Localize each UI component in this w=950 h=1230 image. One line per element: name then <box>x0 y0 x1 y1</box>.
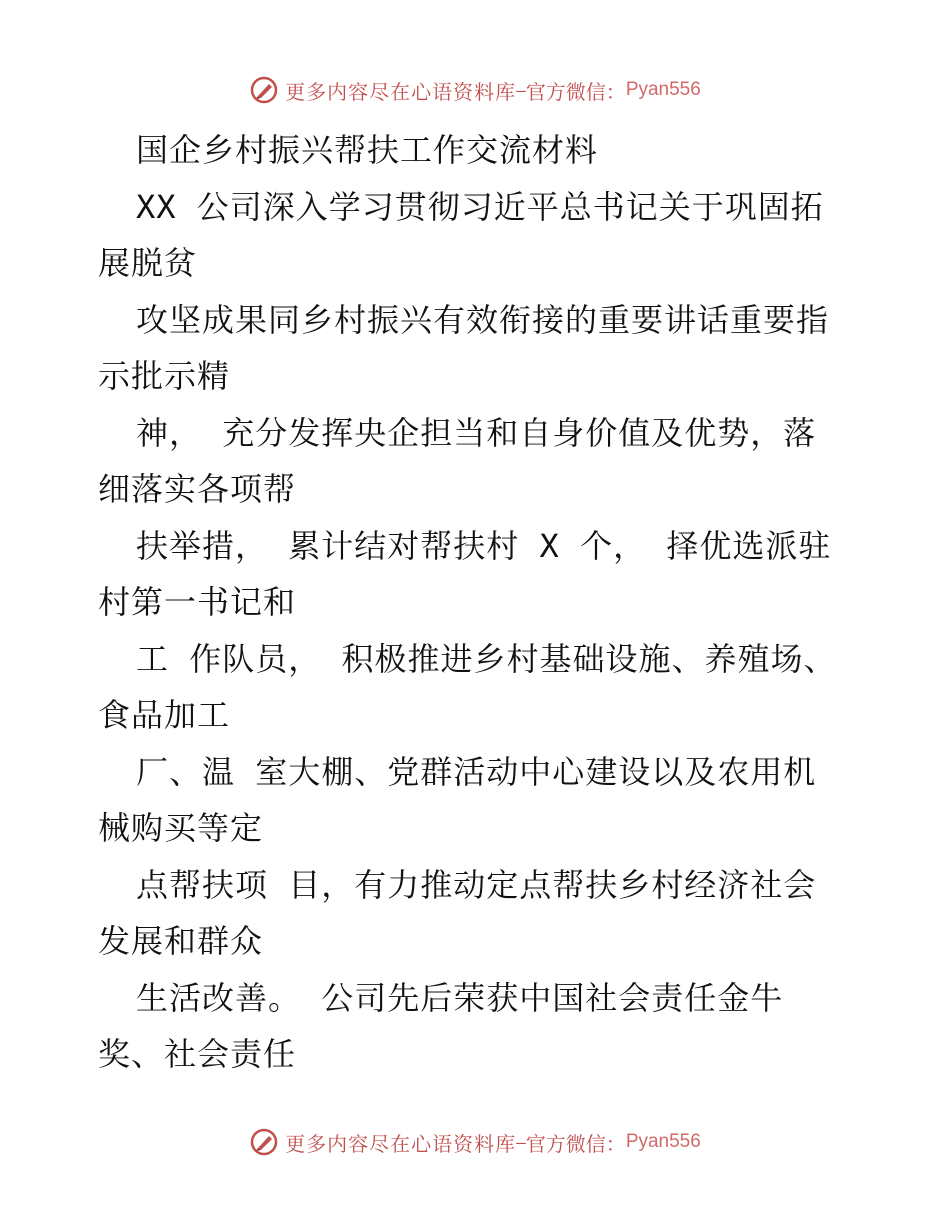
banner-text: 更多内容尽在心语资料库 <box>285 1131 517 1156</box>
text-line: 细落实各项帮 <box>98 470 297 508</box>
footer-banner <box>0 1122 950 1162</box>
pen-circle-logo-icon <box>249 75 279 105</box>
pen-circle-logo-icon <box>249 1127 279 1157</box>
text-line: 展脱贫 <box>98 244 198 282</box>
text-line: 神， 充分发挥央企担当和自身价值及优势，落 <box>136 413 817 452</box>
text-line: XX 公司深入学习贯彻习近平总书记关于巩固拓 <box>136 187 824 226</box>
text-line: 点帮扶项 目，有力推动定点帮扶乡村经济社会 <box>136 865 817 904</box>
header-banner <box>0 70 950 110</box>
text-line: 工 作队员， 积极推进乡村基础设施、养殖场、 <box>136 639 837 678</box>
banner-separator: — <box>516 1132 526 1152</box>
text-line: 扶举措， 累计结对帮扶村 X 个， 择优选派驻 <box>136 526 832 565</box>
wechat-id: Pyan556 <box>625 1131 701 1152</box>
text-line: 奖、社会责任 <box>98 1035 297 1073</box>
banner-separator: — <box>516 80 526 100</box>
text-line: 发展和群众 <box>98 922 264 960</box>
wechat-id: Pyan556 <box>625 79 701 100</box>
text-line: 械购买等定 <box>98 809 264 847</box>
wechat-label: 官方微信： <box>525 79 626 104</box>
text-line: 村第一书记和 <box>98 583 297 621</box>
text-line: 食品加工 <box>98 696 231 734</box>
wechat-label: 官方微信： <box>525 1131 626 1156</box>
text-line: 厂、温 室大棚、党群活动中心建设以及农用机 <box>136 752 817 791</box>
text-line: 生活改善。 公司先后荣获中国社会责任金牛 <box>136 978 784 1017</box>
text-line: 示批示精 <box>98 357 231 395</box>
document-body <box>98 122 858 1083</box>
banner-text: 更多内容尽在心语资料库 <box>285 79 517 104</box>
text-line: 攻坚成果同乡村振兴有效衔接的重要讲话重要指 <box>136 300 830 339</box>
document-title: 国企乡村振兴帮扶工作交流材料 <box>136 131 599 169</box>
